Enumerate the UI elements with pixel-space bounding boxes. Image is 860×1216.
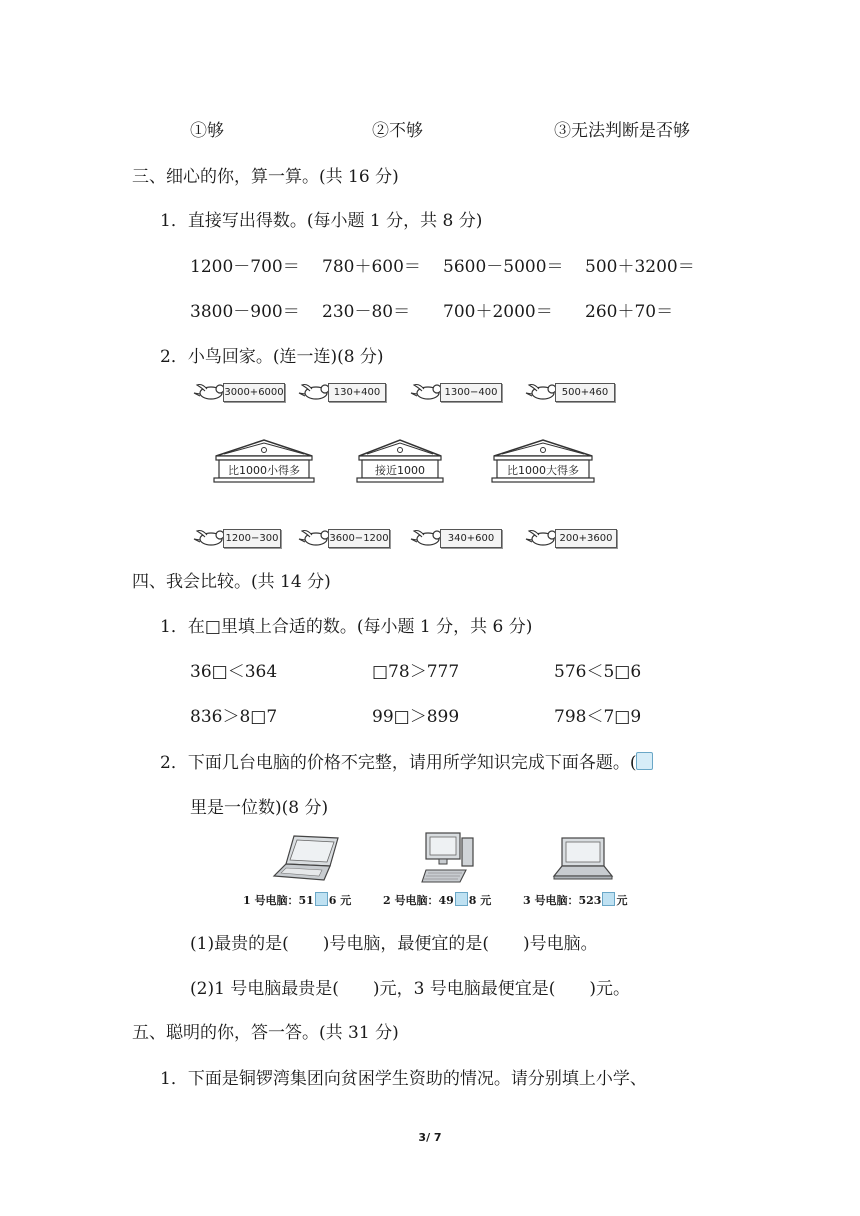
section4-q1-title: 1．在□里填上合适的数。(每小题 1 分，共 6 分) <box>160 617 533 637</box>
calc-item: 500＋3200＝ <box>585 257 695 277</box>
computer-price-pre: 2 号电脑：49 <box>383 894 454 907</box>
bird-icon <box>410 380 442 404</box>
computer-price-pre: 1 号电脑：51 <box>243 894 314 907</box>
blank-box-icon <box>315 892 328 906</box>
computer-price-label <box>243 892 351 908</box>
bird-card[interactable] <box>298 380 390 404</box>
bird-icon <box>193 526 225 550</box>
compare-item: 798＜7□9 <box>554 707 642 727</box>
computer-price-label <box>523 892 627 908</box>
section4-q2-title-cont: 里是一位数)(8 分) <box>190 798 329 818</box>
section4-q2-sub1: (1)最贵的是( )号电脑，最便宜的是( )号电脑。 <box>190 934 598 954</box>
bird-sign: 340+600 <box>440 529 502 548</box>
bird-sign: 130+400 <box>328 383 386 402</box>
bird-sign: 1300−400 <box>440 383 502 402</box>
option-1: ①够 <box>190 121 224 141</box>
section3-q1-title: 1．直接写出得数。(每小题 1 分，共 8 分) <box>160 211 483 231</box>
section4-q2-title-text: 2．下面几台电脑的价格不完整，请用所学知识完成下面各题。( <box>160 753 637 773</box>
house-label: 比1000小得多 <box>228 464 300 477</box>
section5-title: 五、聪明的你，答一答。(共 31 分) <box>132 1023 399 1043</box>
calc-item: 260＋70＝ <box>585 302 674 322</box>
bird-icon <box>298 380 330 404</box>
bird-sign: 3600−1200 <box>328 529 390 548</box>
section4-q2-sub2: (2)1 号电脑最贵是( )元，3 号电脑最便宜是( )元。 <box>190 979 631 999</box>
calc-item: 780＋600＝ <box>322 257 421 277</box>
house-card[interactable] <box>212 438 316 484</box>
computer-price-post: 8 元 <box>468 894 492 907</box>
bird-sign: 500+460 <box>555 383 615 402</box>
bird-sign: 200+3600 <box>555 529 617 548</box>
computer-price-pre: 3 号电脑：523 <box>523 894 602 907</box>
bird-card[interactable] <box>410 526 502 550</box>
compare-item: 836＞8□7 <box>190 707 278 727</box>
blank-box-icon <box>636 752 653 770</box>
section4-q2-title <box>160 748 653 773</box>
bird-card[interactable] <box>193 526 285 550</box>
section4-title: 四、我会比较。(共 14 分) <box>132 572 331 592</box>
house-card[interactable] <box>355 438 445 484</box>
bird-card[interactable] <box>525 380 617 404</box>
calc-item: 3800－900＝ <box>190 302 300 322</box>
bird-icon <box>525 380 557 404</box>
computer-price-post: 6 元 <box>328 894 352 907</box>
compare-item: 99□＞899 <box>372 707 460 727</box>
calc-item: 5600－5000＝ <box>443 257 564 277</box>
section3-q2-title: 2．小鸟回家。(连一连)(8 分) <box>160 347 384 367</box>
bird-sign: 3000+6000 <box>223 383 285 402</box>
calc-item: 700＋2000＝ <box>443 302 553 322</box>
blank-box-icon <box>455 892 468 906</box>
option-2: ②不够 <box>372 121 423 141</box>
bird-card[interactable] <box>298 526 390 550</box>
page-number: 3/ 7 <box>418 1131 442 1144</box>
laptop-icon <box>552 836 614 882</box>
calc-item: 1200－700＝ <box>190 257 300 277</box>
bird-icon <box>525 526 557 550</box>
laptop-icon <box>272 832 342 884</box>
section5-q1-text: 1．下面是铜锣湾集团向贫困学生资助的情况。请分别填上小学、 <box>160 1069 647 1089</box>
computer-price-label <box>383 892 491 908</box>
option-3: ③无法判断是否够 <box>554 121 690 141</box>
blank-box-icon <box>602 892 615 906</box>
house-label: 比1000大得多 <box>507 464 579 477</box>
house-card[interactable] <box>490 438 596 484</box>
compare-item: □78＞777 <box>372 662 460 682</box>
bird-card[interactable] <box>193 380 285 404</box>
house-label: 接近1000 <box>375 464 425 477</box>
desktop-computer-icon <box>420 830 476 886</box>
bird-card[interactable] <box>410 380 502 404</box>
calc-item: 230－80＝ <box>322 302 411 322</box>
bird-sign: 1200−300 <box>223 529 281 548</box>
bird-card[interactable] <box>525 526 617 550</box>
bird-icon <box>298 526 330 550</box>
bird-icon <box>410 526 442 550</box>
computer-price-post: 元 <box>616 894 628 907</box>
compare-item: 36□＜364 <box>190 662 278 682</box>
compare-item: 576＜5□6 <box>554 662 642 682</box>
section3-title: 三、细心的你，算一算。(共 16 分) <box>132 167 399 187</box>
bird-icon <box>193 380 225 404</box>
